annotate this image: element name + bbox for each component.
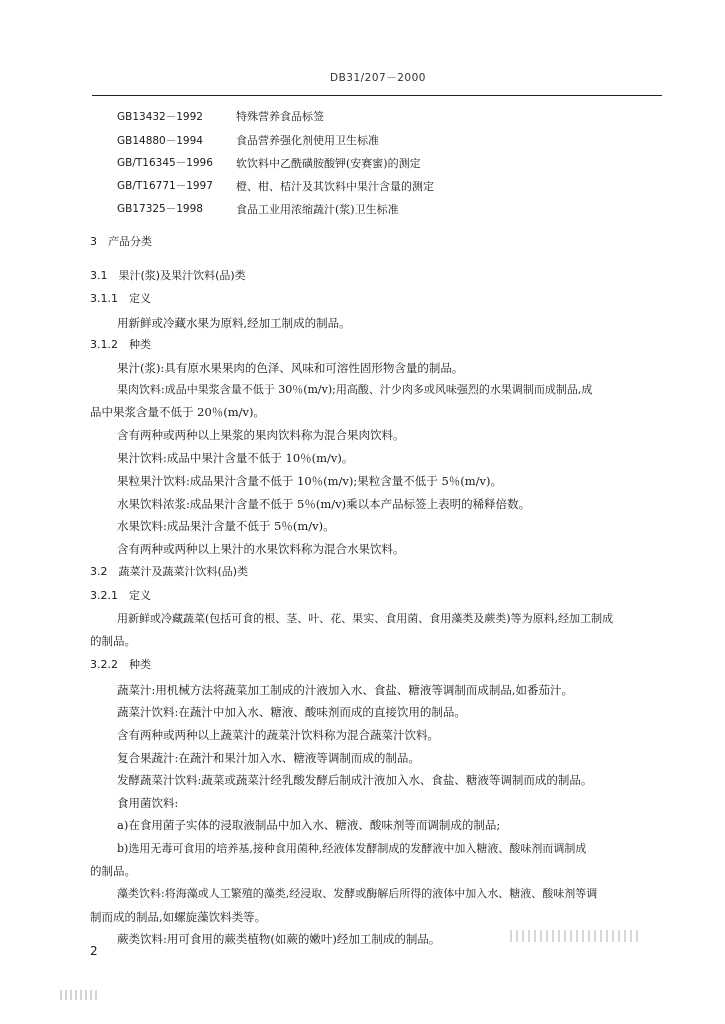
paragraph: 的制品。	[90, 864, 136, 878]
paragraph: b)选用无毒可食用的培养基,接种食用菌种,经液体发酵制成的发酵液中加入糖液、酸味剂而调制成	[117, 842, 587, 855]
paragraph: 果肉饮料:成品中果浆含量不低于 30％(m/v);用高酸、汁少肉多或风味强烈的水果调制而成制品,成	[117, 383, 593, 396]
paragraph: 含有两种或两种以上果浆的果肉饮料称为混合果肉饮料。	[117, 428, 405, 442]
standard-code: GB/T16345－1996	[117, 157, 213, 169]
paragraph: 发酵蔬菜汁饮料:蔬菜或蔬菜汁经乳酸发酵后制成汁液加入水、食盐、糖液等调制而成的制品。	[117, 773, 593, 787]
paragraph: 含有两种或两种以上果汁的水果饮料称为混合水果饮料。	[117, 542, 405, 556]
standard-code: GB14880－1994	[117, 135, 203, 147]
paragraph: 品中果浆含量不低于 20％(m/v)。	[90, 405, 266, 419]
standard-name: 橙、柑、桔汁及其饮料中果汁含量的测定	[236, 180, 434, 193]
section-heading-3-2-1: 3.2.1 定义	[90, 589, 151, 602]
section-heading-3: 3 产品分类	[90, 235, 152, 248]
standard-name: 特殊营养食品标签	[236, 110, 324, 123]
header-rule	[92, 95, 662, 96]
paragraph: 果汁饮料:成品中果汁含量不低于 10％(m/v)。	[117, 451, 354, 465]
scan-artifact	[510, 930, 640, 942]
standard-name: 食品营养强化剂使用卫生标准	[236, 134, 379, 147]
paragraph: 食用菌饮料:	[117, 796, 179, 810]
paragraph: 的制品。	[90, 634, 136, 648]
standard-name: 软饮料中乙酰磺胺酸钾(安赛蜜)的测定	[236, 157, 421, 170]
standard-code: GB17325－1998	[117, 203, 203, 215]
paragraph: 用新鲜或冷藏蔬菜(包括可食的根、茎、叶、花、果实、食用菌、食用藻类及蕨类)等为原料,经加工制成	[117, 612, 614, 625]
paragraph: 果粒果汁饮料:成品果汁含量不低于 10％(m/v);果粒含量不低于 5％(m/v)。	[117, 474, 503, 488]
page-number: 2	[90, 944, 98, 958]
paragraph: 蔬菜汁:用机械方法将蔬菜加工制成的汁液加入水、食盐、糖液等调制而成制品,如番茄汁。	[117, 683, 574, 697]
section-heading-3-2: 3.2 蔬菜汁及蔬菜汁饮料(品)类	[90, 565, 249, 578]
standard-code: GB/T16771－1997	[117, 180, 213, 192]
scan-artifact	[60, 990, 100, 1000]
section-heading-3-1: 3.1 果汁(浆)及果汁饮料(品)类	[90, 269, 246, 282]
paragraph: 果汁(浆):具有原水果果肉的色泽、风味和可溶性固形物含量的制品。	[117, 361, 464, 375]
paragraph: 制而成的制品,如螺旋藻饮料类等。	[90, 910, 267, 924]
paragraph: 水果饮料:成品果汁含量不低于 5％(m/v)。	[117, 519, 335, 533]
section-heading-3-1-2: 3.1.2 种类	[90, 338, 151, 351]
standard-code: GB13432－1992	[117, 111, 203, 123]
paragraph: 蔬菜汁饮料:在蔬汁中加入水、糖液、酸味剂而成的直接饮用的制品。	[117, 705, 466, 719]
paragraph: 复合果蔬汁:在蔬汁和果汁加入水、糖液等调制而成的制品。	[117, 751, 420, 765]
paragraph: 用新鲜或冷藏水果为原料,经加工制成的制品。	[117, 316, 351, 330]
paragraph: 水果饮料浓浆:成品果汁含量不低于 5％(m/v)乘以本产品标签上表明的稀释倍数。	[117, 497, 531, 511]
section-heading-3-1-1: 3.1.1 定义	[90, 292, 151, 305]
paragraph: a)在食用菌子实体的浸取液制品中加入水、糖液、酸味剂等而调制成的制品;	[117, 818, 501, 832]
section-heading-3-2-2: 3.2.2 种类	[90, 658, 151, 671]
paragraph: 含有两种或两种以上蔬菜汁的蔬菜汁饮料称为混合蔬菜汁饮料。	[117, 728, 439, 742]
paragraph: 蕨类饮料:用可食用的蕨类植物(如蕨的嫩叶)经加工制成的制品。	[117, 932, 441, 946]
paragraph: 藻类饮料:将海藻或人工繁殖的藻类,经浸取、发酵或酶解后所得的液体中加入水、糖液、酸味剂等调	[117, 887, 598, 900]
header-doc-code: DB31/207－2000	[330, 72, 426, 84]
standard-name: 食品工业用浓缩蔬汁(浆)卫生标准	[236, 203, 399, 216]
